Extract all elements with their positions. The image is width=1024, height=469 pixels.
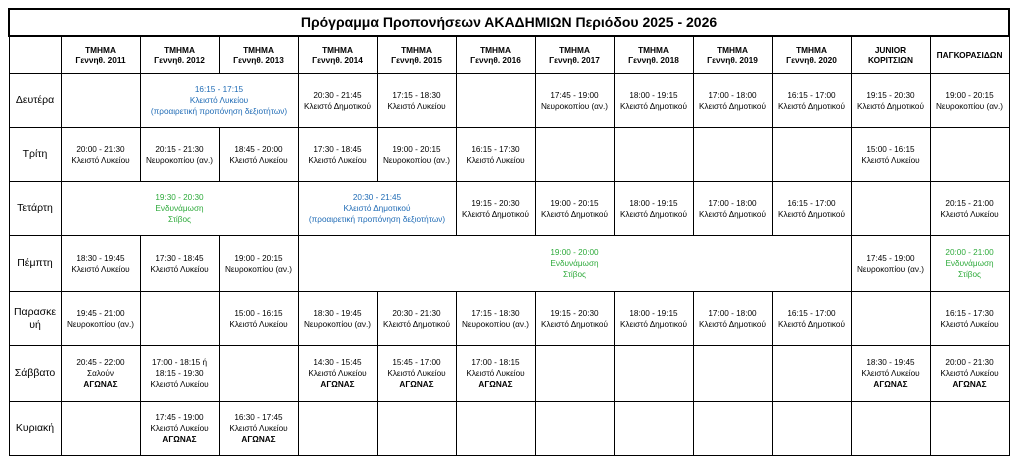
session-text: Νευροκοπίου (αν.)	[145, 155, 213, 165]
session-text: 19:00 - 20:15	[945, 90, 994, 100]
session-cell	[377, 346, 456, 402]
session-text: Ενδυνάμωση	[550, 259, 599, 268]
column-header-line: ΤΜΗΜΑ	[401, 45, 432, 55]
session-cell	[614, 182, 693, 236]
session-text: 20:45 - 22:00	[76, 358, 125, 367]
session-text: (προαιρετική προπόνηση δεξιοτήτων)	[150, 107, 288, 116]
session-cell	[614, 74, 693, 128]
session-cell	[693, 74, 772, 128]
session-text: (προαιρετική προπόνηση δεξιοτήτων)	[308, 215, 446, 224]
day-label-line: Δευτέρα	[15, 94, 55, 106]
column-header-line: Γεννηθ. 2020	[786, 55, 837, 65]
session-text: Κλειστό Δημοτικού	[778, 101, 845, 111]
day-label-line: Παρασκε	[13, 305, 57, 318]
session-text: Κλειστό Λυκείου	[940, 369, 999, 378]
session-text: Ενδυνάμωση	[945, 259, 994, 268]
session-text: 19:30 - 20:30	[155, 193, 204, 202]
day-row	[9, 128, 1009, 182]
session-cell	[930, 402, 1009, 456]
session-text: 19:00 - 20:00	[550, 248, 599, 257]
session-text: Κλειστό Δημοτικού	[620, 209, 687, 219]
session-text: Κλειστό Λυκείου	[189, 96, 249, 105]
day-label	[9, 292, 61, 346]
header-row	[9, 36, 1009, 74]
session-cell	[61, 292, 140, 346]
session-text: Στίβος	[168, 215, 191, 224]
session-text: Κλειστό Δημοτικού	[383, 319, 450, 329]
session-text: Κλειστό Λυκείου	[308, 155, 367, 165]
session-text: Κλειστό Λυκείου	[150, 380, 209, 389]
session-text: 16:15 - 17:30	[945, 308, 994, 318]
column-header	[693, 36, 772, 74]
session-text: 17:30 - 18:45	[313, 144, 362, 154]
session-text: Κλειστό Λυκείου	[466, 155, 525, 165]
session-cell	[930, 128, 1009, 182]
session-cell	[772, 292, 851, 346]
session-cell	[298, 128, 377, 182]
column-header	[930, 36, 1009, 74]
day-label-line: Τετάρτη	[17, 202, 53, 214]
session-cell	[377, 74, 456, 128]
day-label	[9, 346, 61, 402]
session-text: Νευροκοπίου (αν.)	[856, 264, 924, 274]
column-header-line: Γεννηθ. 2019	[707, 55, 758, 65]
session-cell	[535, 402, 614, 456]
session-cell	[219, 292, 298, 346]
column-header-line: Γεννηθ. 2011	[75, 55, 126, 65]
session-text: 19:00 - 20:15	[234, 253, 283, 263]
session-text: 18:00 - 19:15	[629, 308, 678, 318]
session-cell	[851, 128, 930, 182]
session-text: Κλειστό Λυκείου	[150, 424, 209, 433]
session-text: Κλειστό Δημοτικού	[462, 209, 529, 219]
session-text: Κλειστό Λυκείου	[71, 155, 130, 165]
session-cell	[535, 74, 614, 128]
session-text: Νευροκοπίου (αν.)	[936, 101, 1004, 111]
match-label: ΑΓΩΝΑΣ	[478, 380, 513, 389]
session-cell	[851, 346, 930, 402]
column-header	[61, 36, 140, 74]
session-cell	[693, 182, 772, 236]
session-text: Νευροκοπίου (αν.)	[540, 101, 608, 111]
session-cell	[61, 182, 298, 236]
session-cell	[61, 236, 140, 292]
session-cell	[614, 346, 693, 402]
column-header	[456, 36, 535, 74]
day-row	[9, 236, 1009, 292]
session-cell	[535, 182, 614, 236]
session-text: Κλειστό Δημοτικού	[620, 101, 687, 111]
session-text: Κλειστό Δημοτικού	[857, 101, 924, 111]
session-cell	[693, 292, 772, 346]
session-text: 20:00 - 21:30	[76, 144, 125, 154]
session-text: 16:15 - 17:00	[787, 308, 836, 318]
session-cell	[851, 292, 930, 346]
session-text: 16:15 - 17:00	[787, 90, 836, 100]
session-text: Κλειστό Δημοτικού	[778, 319, 845, 329]
session-cell	[535, 346, 614, 402]
session-cell	[614, 128, 693, 182]
session-cell	[535, 128, 614, 182]
session-cell	[61, 346, 140, 402]
session-text: Κλειστό Λυκείου	[229, 319, 288, 329]
session-cell	[851, 182, 930, 236]
session-text: Κλειστό Λυκείου	[861, 369, 920, 378]
session-text: 18:30 - 19:45	[866, 358, 915, 367]
session-text: 17:30 - 18:45	[155, 253, 204, 263]
session-text: Νευροκοπίου (αν.)	[382, 155, 450, 165]
session-cell	[140, 292, 219, 346]
session-text: 16:15 - 17:00	[787, 198, 836, 208]
day-label	[9, 128, 61, 182]
session-text: Κλειστό Δημοτικού	[541, 209, 608, 219]
day-row	[9, 292, 1009, 346]
session-text: Κλειστό Δημοτικού	[304, 101, 371, 111]
day-row	[9, 182, 1009, 236]
session-text: Κλειστό Λυκείου	[387, 369, 446, 378]
session-cell	[140, 74, 298, 128]
column-header-line: ΤΜΗΜΑ	[322, 45, 353, 55]
session-text: 19:15 - 20:30	[471, 198, 520, 208]
session-text: 20:00 - 21:00	[945, 248, 994, 257]
session-cell	[456, 402, 535, 456]
session-text: 18:15 - 19:30	[155, 369, 204, 378]
day-label-line: Σάββατο	[14, 367, 56, 379]
session-text: 20:15 - 21:30	[155, 144, 204, 154]
session-cell	[772, 182, 851, 236]
session-text: 15:00 - 16:15	[866, 144, 915, 154]
session-text: 17:45 - 19:00	[155, 413, 204, 422]
session-text: Κλειστό Λυκείου	[150, 264, 209, 274]
session-cell	[456, 74, 535, 128]
day-label	[9, 74, 61, 128]
session-text: 19:15 - 20:30	[550, 308, 599, 318]
session-text: Κλειστό Λυκείου	[861, 155, 920, 165]
session-text: 20:15 - 21:00	[945, 198, 994, 208]
session-cell	[930, 236, 1009, 292]
column-header-line: ΤΜΗΜΑ	[164, 45, 195, 55]
session-cell	[535, 292, 614, 346]
session-cell	[298, 182, 456, 236]
day-label-line: Τρίτη	[22, 148, 48, 160]
session-text: Κλειστό Λυκείου	[229, 424, 288, 433]
match-label: ΑΓΩΝΑΣ	[399, 380, 434, 389]
session-text: Κλειστό Λυκείου	[71, 264, 130, 274]
day-label	[9, 182, 61, 236]
session-cell	[456, 346, 535, 402]
session-text: 18:30 - 19:45	[313, 308, 362, 318]
session-text: Κλειστό Λυκείου	[940, 319, 999, 329]
session-cell	[456, 182, 535, 236]
session-cell	[851, 74, 930, 128]
column-header-line: Γεννηθ. 2018	[628, 55, 679, 65]
session-text: Κλειστό Δημοτικού	[699, 209, 766, 219]
day-row	[9, 74, 1009, 128]
column-header-line: ΤΜΗΜΑ	[796, 45, 827, 55]
session-text: 17:15 - 18:30	[471, 308, 520, 318]
session-text: 20:30 - 21:30	[392, 308, 441, 318]
session-text: 17:15 - 18:30	[392, 90, 441, 100]
session-text: 17:45 - 19:00	[866, 253, 915, 263]
column-header-line: ΤΜΗΜΑ	[243, 45, 274, 55]
session-cell	[140, 236, 219, 292]
column-header	[614, 36, 693, 74]
session-cell	[298, 402, 377, 456]
column-header	[140, 36, 219, 74]
session-cell	[61, 74, 140, 128]
match-label: ΑΓΩΝΑΣ	[873, 380, 908, 389]
day-label	[9, 236, 61, 292]
day-row	[9, 402, 1009, 456]
session-cell	[377, 292, 456, 346]
session-text: Στίβος	[958, 270, 981, 279]
column-header	[851, 36, 930, 74]
session-text: 20:00 - 21:30	[945, 358, 994, 367]
session-cell	[140, 402, 219, 456]
session-text: 19:00 - 20:15	[392, 144, 441, 154]
session-cell	[298, 292, 377, 346]
session-cell	[140, 128, 219, 182]
session-text: Κλειστό Δημοτικού	[343, 204, 411, 213]
column-header-line: ΠΑΓΚΟΡΑΣΙΔΩΝ	[936, 50, 1003, 60]
session-text: 14:30 - 15:45	[313, 358, 362, 367]
session-text: Νευροκοπίου (αν.)	[66, 319, 134, 329]
session-cell	[140, 346, 219, 402]
column-header	[772, 36, 851, 74]
session-text: Σαλούν	[87, 369, 114, 378]
session-cell	[219, 402, 298, 456]
day-label-line: Πέμπτη	[17, 257, 53, 269]
session-text: Κλειστό Λυκείου	[940, 209, 999, 219]
session-text: Νευροκοπίου (αν.)	[303, 319, 371, 329]
session-cell	[693, 128, 772, 182]
session-cell	[219, 346, 298, 402]
session-text: Κλειστό Δημοτικού	[541, 319, 608, 329]
session-cell	[772, 346, 851, 402]
session-cell	[772, 128, 851, 182]
column-header-line: ΚΟΡΙΤΣΙΩΝ	[868, 55, 913, 65]
session-text: 17:00 - 18:00	[708, 198, 757, 208]
session-text: Κλειστό Δημοτικού	[620, 319, 687, 329]
session-text: 19:00 - 20:15	[550, 198, 599, 208]
session-text: Νευροκοπίου (αν.)	[461, 319, 529, 329]
session-text: 16:15 - 17:30	[471, 144, 520, 154]
day-label-line: Κυριακή	[15, 422, 55, 434]
match-label: ΑΓΩΝΑΣ	[83, 380, 118, 389]
session-cell	[61, 402, 140, 456]
session-cell	[456, 292, 535, 346]
session-cell	[298, 74, 377, 128]
column-header-line: ΤΜΗΜΑ	[638, 45, 669, 55]
session-cell	[851, 402, 930, 456]
session-cell	[377, 128, 456, 182]
session-text: Ενδυνάμωση	[155, 204, 204, 213]
session-cell	[219, 236, 298, 292]
session-cell	[614, 402, 693, 456]
column-header-line: Γεννηθ. 2014	[312, 55, 363, 65]
session-cell	[930, 346, 1009, 402]
session-text: 16:30 - 17:45	[234, 413, 283, 422]
session-cell	[614, 292, 693, 346]
session-cell	[772, 402, 851, 456]
session-cell	[219, 128, 298, 182]
column-header-line: Γεννηθ. 2012	[154, 55, 205, 65]
session-text: 18:00 - 19:15	[629, 198, 678, 208]
match-label: ΑΓΩΝΑΣ	[162, 435, 197, 444]
session-text: 17:00 - 18:15 ή	[151, 358, 208, 367]
session-text: 18:00 - 19:15	[629, 90, 678, 100]
schedule-sheet	[8, 8, 1008, 456]
column-header-line: Γεννηθ. 2016	[470, 55, 521, 65]
session-text: 15:45 - 17:00	[392, 358, 441, 367]
session-text: Κλειστό Λυκείου	[466, 369, 525, 378]
session-text: 17:00 - 18:00	[708, 90, 757, 100]
session-text: Κλειστό Δημοτικού	[699, 319, 766, 329]
session-cell	[61, 128, 140, 182]
session-text: 19:45 - 21:00	[76, 308, 125, 318]
session-text: 18:30 - 19:45	[76, 253, 125, 263]
page-title: Πρόγραμμα Προπονήσεων ΑΚΑΔΗΜΙΩΝ Περιόδου 2025 - 2026	[9, 9, 1009, 36]
session-cell	[930, 292, 1009, 346]
session-text: 17:00 - 18:00	[708, 308, 757, 318]
session-cell	[772, 74, 851, 128]
day-row	[9, 346, 1009, 402]
session-cell	[930, 182, 1009, 236]
session-text: 16:15 - 17:15	[194, 85, 244, 94]
session-text: 19:15 - 20:30	[866, 90, 915, 100]
day-label	[9, 402, 61, 456]
match-label: ΑΓΩΝΑΣ	[241, 435, 276, 444]
column-header	[298, 36, 377, 74]
column-header-line: ΤΜΗΜΑ	[717, 45, 748, 55]
session-text: 18:45 - 20:00	[234, 144, 283, 154]
session-text: Στίβος	[563, 270, 586, 279]
session-text: Κλειστό Λυκείου	[308, 369, 367, 378]
session-text: 15:00 - 16:15	[234, 308, 283, 318]
session-text: 20:30 - 21:45	[352, 193, 402, 202]
column-header-line: ΤΜΗΜΑ	[480, 45, 511, 55]
session-cell	[693, 402, 772, 456]
session-cell	[298, 236, 851, 292]
session-text: Κλειστό Λυκείου	[387, 101, 446, 111]
session-cell	[298, 346, 377, 402]
session-cell	[693, 346, 772, 402]
column-header-line: Γεννηθ. 2013	[233, 55, 284, 65]
column-header	[377, 36, 456, 74]
match-label: ΑΓΩΝΑΣ	[320, 380, 355, 389]
corner-cell	[9, 36, 61, 74]
session-text: 20:30 - 21:45	[313, 90, 362, 100]
session-text: 17:00 - 18:15	[471, 358, 520, 367]
column-header-line: Γεννηθ. 2017	[549, 55, 600, 65]
match-label: ΑΓΩΝΑΣ	[952, 380, 987, 389]
session-cell	[456, 128, 535, 182]
session-cell	[377, 402, 456, 456]
session-text: Κλειστό Δημοτικού	[778, 209, 845, 219]
session-text: Νευροκοπίου (αν.)	[224, 264, 292, 274]
column-header-line: ΤΜΗΜΑ	[559, 45, 590, 55]
day-label-line: υή	[29, 318, 41, 331]
column-header-line: JUNIOR	[874, 45, 907, 55]
session-cell	[930, 74, 1009, 128]
column-header-line: ΤΜΗΜΑ	[85, 45, 116, 55]
session-cell	[851, 236, 930, 292]
session-text: Κλειστό Δημοτικού	[699, 101, 766, 111]
column-header-line: Γεννηθ. 2015	[391, 55, 442, 65]
session-text: Κλειστό Λυκείου	[229, 155, 288, 165]
column-header	[219, 36, 298, 74]
schedule-table	[8, 8, 1010, 456]
column-header	[535, 36, 614, 74]
session-text: 17:45 - 19:00	[550, 90, 599, 100]
